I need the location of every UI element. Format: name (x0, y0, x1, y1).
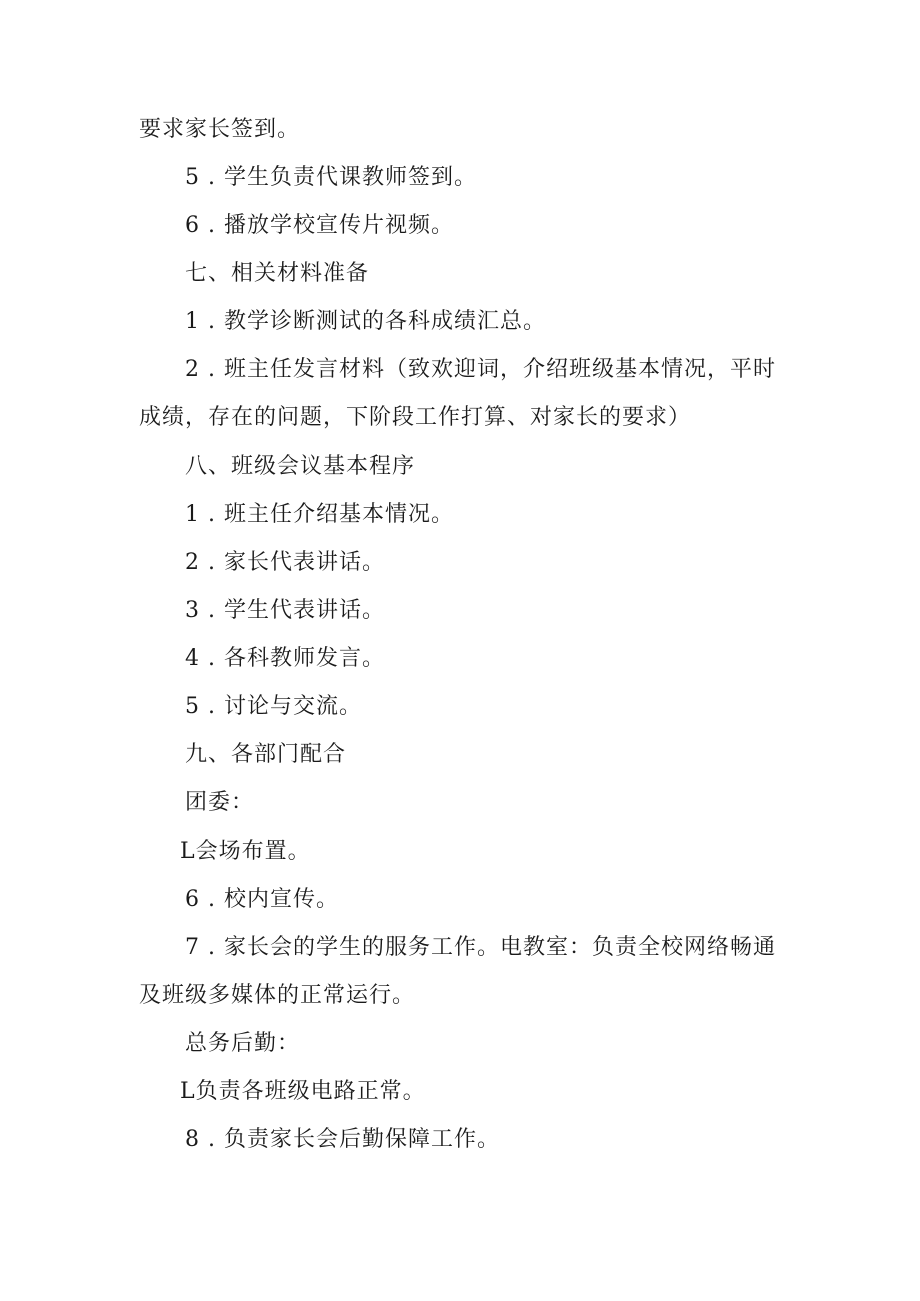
body-line-13: 5 . 讨论与交流。 (185, 694, 362, 719)
body-line-6: 2 . 班主任发言材料（致欢迎词，介绍班级基本情况，平时 (185, 357, 776, 382)
section-heading-9: 九、各部门配合 (185, 742, 347, 767)
body-line-2: 5 . 学生负责代课教师签到。 (185, 165, 477, 190)
body-line-16: L会场布置。 (180, 839, 311, 864)
body-line-1: 要求家长签到。 (139, 117, 301, 142)
body-line-20: 总务后勤： (185, 1031, 301, 1056)
body-line-11: 3 . 学生代表讲话。 (185, 598, 385, 623)
body-line-5: 1 . 教学诊断测试的各科成绩汇总。 (185, 309, 546, 334)
body-line-21: L负责各班级电路正常。 (180, 1079, 426, 1104)
body-line-9: 1 . 班主任介绍基本情况。 (185, 502, 454, 527)
body-line-10: 2 . 家长代表讲话。 (185, 550, 385, 575)
body-line-19: 及班级多媒体的正常运行。 (139, 983, 416, 1008)
body-line-3: 6 . 播放学校宣传片视频。 (185, 213, 454, 238)
section-heading-8: 八、班级会议基本程序 (185, 454, 416, 479)
body-line-7: 成绩，存在的问题，下阶段工作打算、对家长的要求） (139, 405, 692, 430)
body-line-12: 4 . 各科教师发言。 (185, 646, 385, 671)
section-heading-7: 七、相关材料准备 (185, 261, 370, 286)
body-line-22: 8 . 负责家长会后勤保障工作。 (185, 1127, 500, 1152)
body-line-17: 6 . 校内宣传。 (185, 887, 339, 912)
body-line-18: 7 . 家长会的学生的服务工作。电教室：负责全校网络畅通 (185, 935, 776, 960)
body-line-15: 团委： (185, 790, 255, 815)
